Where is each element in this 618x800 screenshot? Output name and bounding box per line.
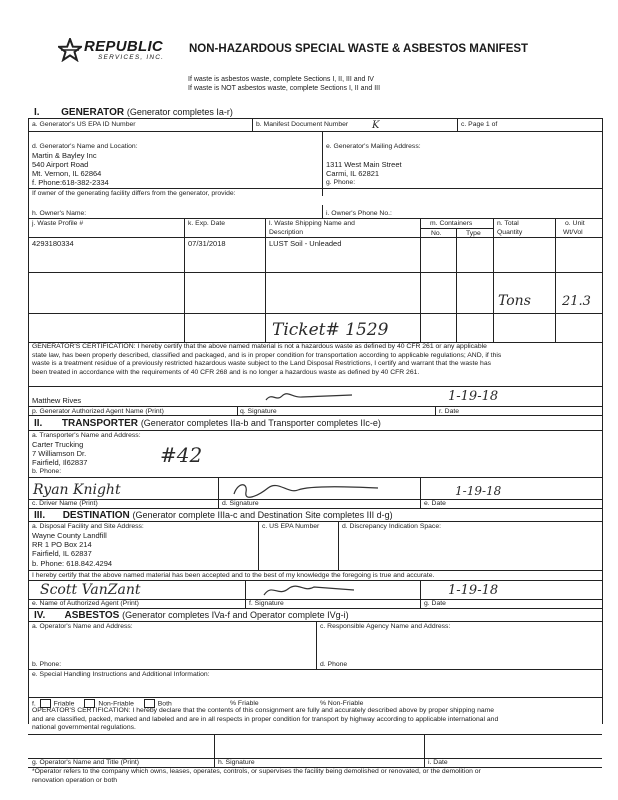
section-title: TRANSPORTER <box>61 418 139 429</box>
mailing-street: 1311 West Main Street <box>326 160 402 169</box>
col-exp-date: k. Exp. Date <box>188 220 226 227</box>
percent-non-friable-label: % Non-Friable <box>320 700 364 707</box>
manifest-document-number-label: b. Manifest Document Number <box>256 121 349 128</box>
generator-phone: f. Phone:618-382-2334 <box>32 178 109 187</box>
discrepancy-label: d. Discrepancy Indication Space: <box>342 523 441 530</box>
section-title: ASBESTOS <box>64 610 120 621</box>
generator-date-label: r. Date <box>439 408 460 415</box>
percent-friable-label: % Friable <box>230 700 259 707</box>
col-containers-type: Type <box>466 230 481 237</box>
transporter-name: Carter Trucking <box>32 440 84 449</box>
transporter-date-label: e. Date <box>424 500 446 507</box>
operator-phone-label: b. Phone: <box>32 661 62 668</box>
destination-agent-label: e. Name of Authorized Agent (Print) <box>32 600 139 607</box>
col-unit: o. Unit <box>565 220 585 227</box>
operator-certification <box>32 707 498 733</box>
driver-name-label: c. Driver Name (Print) <box>32 500 98 507</box>
cert-line: state law, has been properly described, classified and packaged, and is in proper condition for transportation according to applicable regulations; AND, if this <box>32 351 502 359</box>
destination-date-label: g. Date <box>424 600 446 607</box>
col-waste-profile: j. Waste Profile # <box>32 220 84 227</box>
cert-line: GENERATOR'S CERTIFICATION: I hereby certify that the above named material is not a hazardous waste as defined by 40 CFR 261 or any applicable <box>32 343 487 350</box>
destination-signature-icon <box>258 581 368 599</box>
shipping-description-value: LUST Soil - Unleaded <box>269 239 342 248</box>
handwritten-driver-name: Ryan Knight <box>33 482 121 498</box>
section-transporter-heading <box>34 418 381 429</box>
col-shipping-name: l. Waste Shipping Name and <box>269 220 355 227</box>
col-containers-no: No. <box>431 230 442 237</box>
friable-label: Friable <box>53 700 75 708</box>
manifest-document-number-value: K <box>372 120 380 131</box>
section-number: I. <box>34 107 40 118</box>
destination-date-handwritten: 1-19-18 <box>448 583 499 598</box>
instruction-asbestos: If waste is asbestos waste, complete Sections I, II, III and IV <box>188 76 374 83</box>
generator-street: 540 Airport Road <box>32 160 89 169</box>
facility-city: Fairfield, IL 62837 <box>32 549 92 558</box>
owner-note: If owner of the generating facility differs from the generator, provide: <box>32 190 236 197</box>
section-number: II. <box>34 418 43 429</box>
section-title: DESTINATION <box>62 510 130 521</box>
generator-epa-id-label: a. Generator's US EPA ID Number <box>32 121 136 128</box>
instruction-non-asbestos: If waste is NOT asbestos waste, complete Sections I, II and III <box>188 85 381 92</box>
facility-phone: b. Phone: 618.842.4294 <box>32 559 113 568</box>
destination-signature-label: f. Signature <box>249 600 284 607</box>
col-shipping-description: Description <box>269 229 303 236</box>
driver-signature-label: d. Signature <box>222 500 259 507</box>
responsible-agency-label: c. Responsible Agency Name and Address: <box>320 623 451 630</box>
col-total-quantity: n. Total <box>497 220 519 227</box>
operator-cert-line: and are classified, packed, marked and labeled and are in all respects in proper condition for transport by highway according to applicable international and <box>32 715 499 723</box>
generator-mailing-address-label: e. Generator's Mailing Address: <box>326 143 421 150</box>
generator-signature-label: q. Signature <box>240 408 277 415</box>
transporter-date-handwritten: 1-19-18 <box>455 484 502 498</box>
generator-agent-name: Matthew Rives <box>32 396 82 405</box>
cert-line: waste is a treatment residue of a previously restricted hazardous waste subject to the Land Disposal Restrictions, I certify and warrant that the waste has <box>32 360 492 368</box>
section-asbestos-heading <box>34 610 349 621</box>
section-destination-heading <box>34 510 393 521</box>
non-friable-label: Non-Friable <box>98 700 134 708</box>
handwritten-unit: Tons <box>498 293 531 309</box>
generator-signature-icon <box>262 388 372 406</box>
exp-date-value: 07/31/2018 <box>188 239 226 248</box>
section-number: IV. <box>34 610 46 621</box>
generator-date-handwritten: 1-19-18 <box>448 389 499 404</box>
section-subtitle: (Generator completes IIa-b and Transporter completes IIc-e) <box>140 418 381 428</box>
section-generator-heading <box>34 107 233 118</box>
disposal-facility-label: a. Disposal Facility and Site Address: <box>32 523 144 530</box>
generator-name: Martin & Bayley Inc <box>32 151 97 160</box>
agency-phone-label: d. Phone <box>320 661 348 668</box>
footnote-line: renovation operation or both <box>32 776 118 784</box>
operator-signature-label: h. Signature <box>218 759 255 766</box>
facility-name: Wayne County Landfill <box>32 531 107 540</box>
operator-cert-line: OPERATOR'S CERTIFICATION: I hereby declare that the contents of this consignment are fully and accurately described above by proper shipping name <box>32 707 495 714</box>
generator-city: Mt. Vernon, IL 62864 <box>32 169 102 178</box>
col-total-quantity-2: Quantity <box>497 229 523 236</box>
section-number: III. <box>34 510 46 521</box>
col-containers: m. Containers <box>430 220 473 227</box>
star-logo-icon <box>58 38 82 62</box>
destination-epa-label: c. US EPA Number <box>262 523 320 530</box>
operator-date-label: i. Date <box>428 759 448 766</box>
section-subtitle: (Generator completes Ia-r) <box>126 107 233 117</box>
operator-footnote <box>32 768 481 785</box>
republic-logo <box>58 38 178 64</box>
page-number-label: c. Page 1 of <box>461 121 498 128</box>
generator-agent-label: p. Generator Authorized Agent Name (Print) <box>32 408 164 415</box>
logo-subtitle: SERVICES, INC. <box>98 54 165 61</box>
friability-label: f. <box>32 700 36 708</box>
handwritten-ticket: Ticket# 1529 <box>272 320 389 340</box>
section-subtitle: (Generator completes IVa-f and Operator complete IVg-i) <box>122 610 349 620</box>
handwritten-truck-number: #42 <box>160 443 203 467</box>
driver-signature-icon <box>228 478 388 500</box>
waste-profile-value: 4293180334 <box>32 239 74 248</box>
transporter-phone-label: b. Phone: <box>32 468 62 475</box>
mailing-city: Carmi, IL 62821 <box>326 169 380 178</box>
generator-certification <box>32 343 501 377</box>
section-subtitle: (Generator complete IIIa-c and Destination Site completes III d-g) <box>132 510 393 520</box>
owner-phone-label: i. Owner's Phone No.: <box>326 210 392 217</box>
both-label: Both <box>157 700 172 708</box>
operator-cert-line: national governmental regulations. <box>32 724 136 732</box>
transporter-street: 7 Williamson Dr. <box>32 449 87 458</box>
logo-name: REPUBLIC <box>84 38 164 55</box>
operator-title-label: g. Operator's Name and Title (Print) <box>32 759 140 766</box>
mailing-phone-label: g. Phone: <box>326 179 356 186</box>
section-title: GENERATOR <box>61 107 125 118</box>
transporter-city: Fairfield, Il62837 <box>32 458 88 467</box>
owner-name-label: h. Owner's Name: <box>32 210 87 217</box>
transporter-name-label: a. Transporter's Name and Address: <box>32 432 141 439</box>
footnote-line: *Operator refers to the company which owns, leases, operates, controls, or supervises the facility being demolished or renovated, or the demolition or <box>32 768 481 775</box>
handwritten-quantity: 21.3 <box>562 294 591 309</box>
cert-line: been treated in accordance with the requirements of 40 CFR 268 and is no longer a hazardous waste as defined by 40 CFR 261. <box>32 368 420 376</box>
facility-street: RR 1 PO Box 214 <box>32 540 92 549</box>
col-unit-2: Wt/Vol <box>563 229 583 236</box>
manifest-title: NON-HAZARDOUS SPECIAL WASTE & ASBESTOS MANIFEST <box>189 43 529 55</box>
special-handling-label: e. Special Handling Instructions and Additional Information: <box>32 671 210 678</box>
handwritten-destination-agent: Scott VanZant <box>40 582 141 598</box>
operator-name-label: a. Operator's Name and Address: <box>32 623 133 630</box>
destination-certify-text: I hereby certify that the above named material has been accepted and to the best of my knowledge the foregoing is true and accurate. <box>32 572 435 579</box>
generator-name-location-label: d. Generator's Name and Location: <box>32 143 138 150</box>
